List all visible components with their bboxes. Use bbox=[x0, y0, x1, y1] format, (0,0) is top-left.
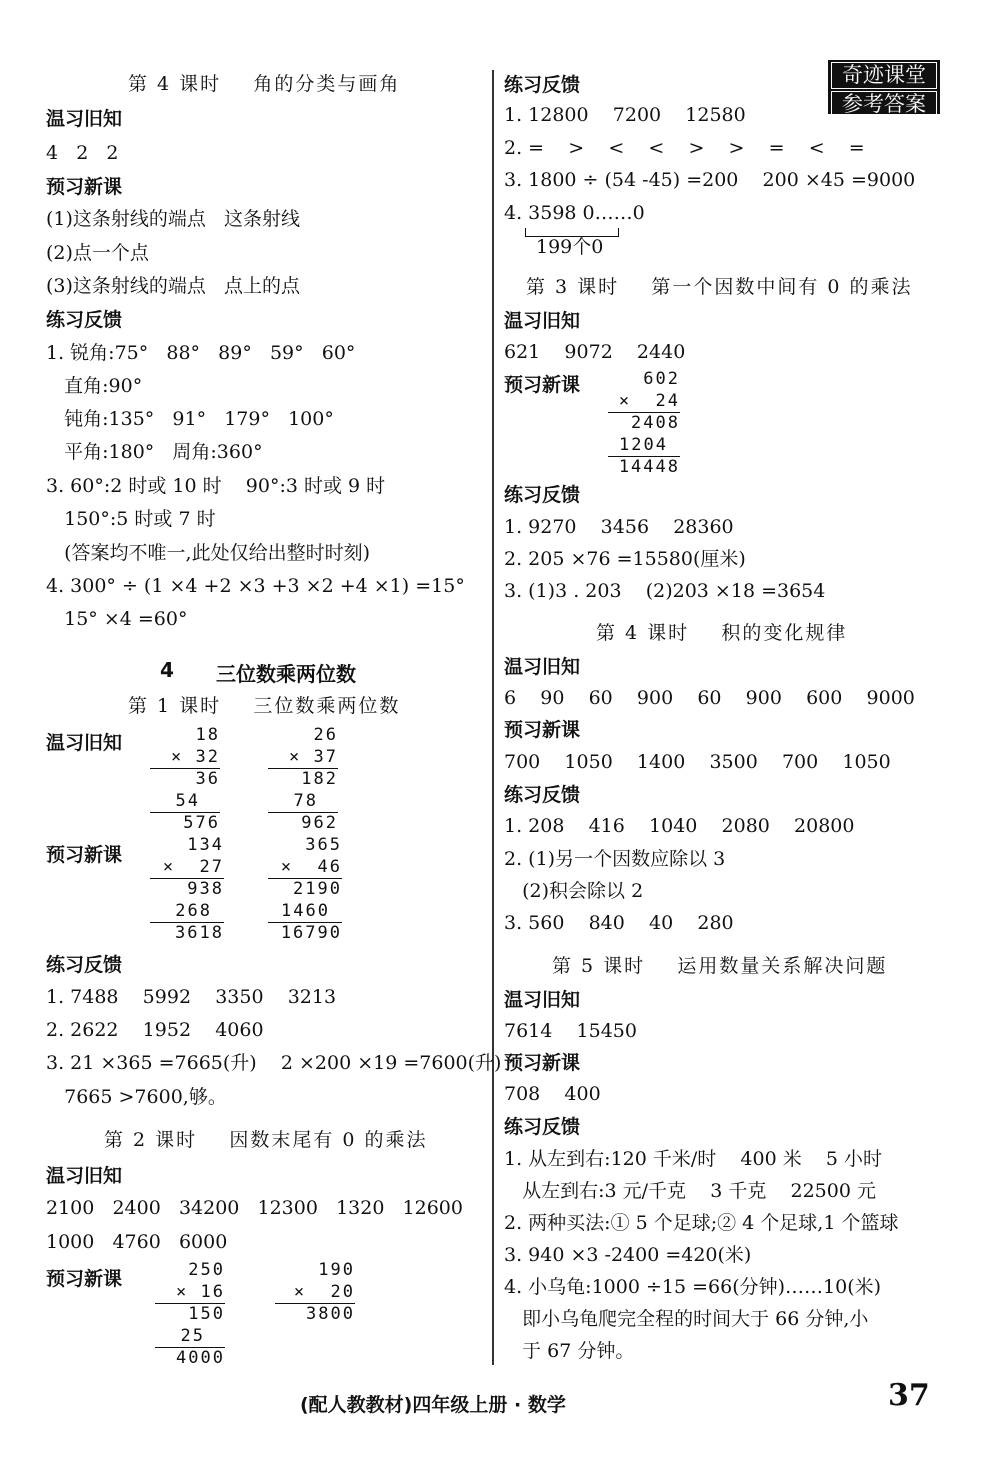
answer-line: 2100 2400 34200 12300 1320 12600 bbox=[46, 1197, 463, 1219]
lesson-title: 第 2 课时 因数末尾有 0 的乘法 bbox=[104, 1129, 428, 1151]
calc-line: 14448 bbox=[618, 457, 680, 477]
page-number: 37 bbox=[888, 1378, 930, 1413]
answer-line: 2. = > < < > > = < = bbox=[504, 137, 865, 159]
calc-line: 25 bbox=[155, 1326, 225, 1349]
calc-line: 4000 bbox=[176, 1348, 225, 1368]
answer-line: 直角:90° bbox=[46, 375, 143, 397]
answer-line: 2. (1)另一个因数应除以 3 bbox=[504, 848, 726, 870]
calc-line: 150 bbox=[188, 1304, 225, 1324]
answer-line: 15° ×4 =60° bbox=[46, 608, 188, 630]
section-heading: 温习旧知 bbox=[46, 108, 123, 130]
answer-line: 1. 9270 3456 28360 bbox=[504, 516, 734, 538]
calc-line: 190 bbox=[318, 1260, 355, 1280]
section-heading: 练习反馈 bbox=[504, 784, 581, 806]
answer-line: 3. 21 ×365 =7665(升) 2 ×200 ×19 =7600(升) bbox=[46, 1052, 502, 1074]
section-heading: 练习反馈 bbox=[504, 484, 581, 506]
calc-line: 16790 bbox=[280, 923, 342, 943]
answer-line: 7665 >7600,够。 bbox=[46, 1086, 227, 1108]
calc-line: 602 bbox=[643, 369, 680, 389]
answer-line: 2. 205 ×76 =15580(厘米) bbox=[504, 548, 746, 570]
answer-line: 从左到右:3 元/千克 3 千克 22500 元 bbox=[504, 1180, 876, 1202]
calc-line: 576 bbox=[183, 813, 220, 833]
calc-line: 2408 bbox=[631, 413, 680, 433]
answer-line: 3. 560 840 40 280 bbox=[504, 912, 734, 934]
brace-underline bbox=[525, 228, 619, 237]
calc-line: 78 bbox=[268, 791, 338, 814]
badge-line1: 奇迹课堂 bbox=[831, 62, 937, 89]
answer-line: 1. 锐角:75° 88° 89° 59° 60° bbox=[46, 342, 356, 364]
answer-line: 150°:5 时或 7 时 bbox=[46, 508, 216, 530]
lesson-title: 第 5 课时 运用数量关系解决问题 bbox=[552, 955, 888, 977]
answer-line: 7614 15450 bbox=[504, 1020, 637, 1042]
unit-number: 4 bbox=[160, 658, 174, 682]
answer-line: (1)这条射线的端点 这条射线 bbox=[46, 208, 301, 230]
vertical-calculation bbox=[155, 1260, 225, 1370]
lesson-title: 第 1 课时 三位数乘两位数 bbox=[128, 695, 401, 717]
lesson-title: 第 3 课时 第一个因数中间有 0 的乘法 bbox=[526, 276, 913, 298]
calc-line: 250 bbox=[188, 1260, 225, 1280]
answer-line: 621 9072 2440 bbox=[504, 341, 686, 363]
calc-line: 36 bbox=[195, 769, 220, 789]
calc-line: 26 bbox=[313, 725, 338, 745]
calc-line: 3800 bbox=[306, 1304, 355, 1324]
section-heading: 温习旧知 bbox=[46, 732, 123, 754]
section-heading: 练习反馈 bbox=[504, 1116, 581, 1138]
answer-line: 1. 7488 5992 3350 3213 bbox=[46, 986, 337, 1008]
section-heading: 预习新课 bbox=[504, 1052, 581, 1074]
calc-line: 54 bbox=[150, 791, 220, 814]
section-heading: 练习反馈 bbox=[46, 309, 123, 331]
calc-line: 962 bbox=[301, 813, 338, 833]
section-heading: 预习新课 bbox=[46, 176, 123, 198]
calc-line: × 24 bbox=[608, 391, 680, 414]
vertical-calculation bbox=[150, 835, 224, 945]
answer-line: (3)这条射线的端点 点上的点 bbox=[46, 275, 301, 297]
vertical-calculation bbox=[608, 369, 680, 479]
answer-line: 700 1050 1400 3500 700 1050 bbox=[504, 751, 891, 773]
calc-line: 1204 bbox=[608, 435, 680, 458]
answer-line: (2)积会除以 2 bbox=[504, 880, 644, 902]
answer-subnote: 199个0 bbox=[536, 236, 604, 258]
answer-line: 3. 940 ×3 -2400 =420(米) bbox=[504, 1244, 752, 1266]
vertical-calculation bbox=[150, 725, 220, 835]
answer-line: 1. 12800 7200 12580 bbox=[504, 104, 746, 126]
section-heading: 预习新课 bbox=[504, 374, 581, 396]
answer-line: 即小乌龟爬完全程的时间大于 66 分钟,小 bbox=[504, 1308, 869, 1330]
calc-line: 134 bbox=[187, 835, 224, 855]
vertical-calculation bbox=[275, 1260, 355, 1326]
answer-line: 4 2 2 bbox=[46, 142, 119, 164]
calc-line: × 16 bbox=[155, 1282, 225, 1305]
answer-line: 6 90 60 900 60 900 600 9000 bbox=[504, 687, 915, 709]
section-heading: 练习反馈 bbox=[504, 74, 581, 96]
answer-line: 于 67 分钟。 bbox=[504, 1340, 635, 1362]
answer-line: 3. 60°:2 时或 10 时 90°:3 时或 9 时 bbox=[46, 475, 386, 497]
calc-line: × 32 bbox=[150, 747, 220, 770]
answer-badge bbox=[828, 60, 940, 114]
answer-line: 4. 300° ÷ (1 ×4 +2 ×3 +3 ×2 +4 ×1) =15° bbox=[46, 575, 465, 597]
calc-line: 1460 bbox=[268, 901, 342, 924]
calc-line: × 37 bbox=[268, 747, 338, 770]
answer-line: 2. 2622 1952 4060 bbox=[46, 1019, 264, 1041]
calc-line: 3618 bbox=[175, 923, 224, 943]
lesson-title: 第 4 课时 角的分类与画角 bbox=[128, 73, 401, 95]
calc-line: 18 bbox=[195, 725, 220, 745]
answer-line: 钝角:135° 91° 179° 100° bbox=[46, 408, 334, 430]
calc-line: 365 bbox=[305, 835, 342, 855]
calc-line: × 20 bbox=[275, 1282, 355, 1305]
answer-line: 3. 1800 ÷ (54 -45) =200 200 ×45 =9000 bbox=[504, 169, 916, 191]
calc-line: × 27 bbox=[150, 857, 224, 880]
calc-line: 268 bbox=[150, 901, 224, 924]
badge-line2: 参考答案 bbox=[831, 91, 937, 118]
answer-line: (答案均不唯一,此处仅给出整时时刻) bbox=[46, 542, 370, 564]
answer-line: 708 400 bbox=[504, 1083, 601, 1105]
section-heading: 预习新课 bbox=[46, 844, 123, 866]
unit-title: 三位数乘两位数 bbox=[216, 662, 356, 686]
calc-line: × 46 bbox=[268, 857, 342, 880]
vertical-calculation bbox=[268, 835, 342, 945]
answer-line: 4. 3598 0……0 bbox=[504, 202, 645, 224]
answer-line: 3. (1)3 . 203 (2)203 ×18 =3654 bbox=[504, 580, 826, 602]
calc-line: 182 bbox=[301, 769, 338, 789]
section-heading: 预习新课 bbox=[504, 719, 581, 741]
answer-line: 平角:180° 周角:360° bbox=[46, 441, 263, 463]
section-heading: 预习新课 bbox=[46, 1268, 123, 1290]
section-heading: 温习旧知 bbox=[504, 989, 581, 1011]
answer-line: 1. 208 416 1040 2080 20800 bbox=[504, 815, 855, 837]
answer-line: 1000 4760 6000 bbox=[46, 1231, 228, 1253]
section-heading: 温习旧知 bbox=[46, 1165, 123, 1187]
column-divider bbox=[492, 70, 494, 1365]
answer-line: (2)点一个点 bbox=[46, 242, 149, 264]
section-heading: 练习反馈 bbox=[46, 954, 123, 976]
section-heading: 温习旧知 bbox=[504, 656, 581, 678]
vertical-calculation bbox=[268, 725, 338, 835]
footer-text: (配人教教材)四年级上册 · 数学 bbox=[300, 1394, 566, 1416]
lesson-title: 第 4 课时 积的变化规律 bbox=[596, 622, 848, 644]
answer-line: 4. 小乌龟:1000 ÷15 =66(分钟)……10(米) bbox=[504, 1276, 882, 1298]
answer-line: 2. 两种买法:① 5 个足球;② 4 个足球,1 个篮球 bbox=[504, 1212, 899, 1234]
calc-line: 938 bbox=[187, 879, 224, 899]
answer-line: 1. 从左到右:120 千米/时 400 米 5 小时 bbox=[504, 1148, 883, 1170]
section-heading: 温习旧知 bbox=[504, 310, 581, 332]
calc-line: 2190 bbox=[293, 879, 342, 899]
